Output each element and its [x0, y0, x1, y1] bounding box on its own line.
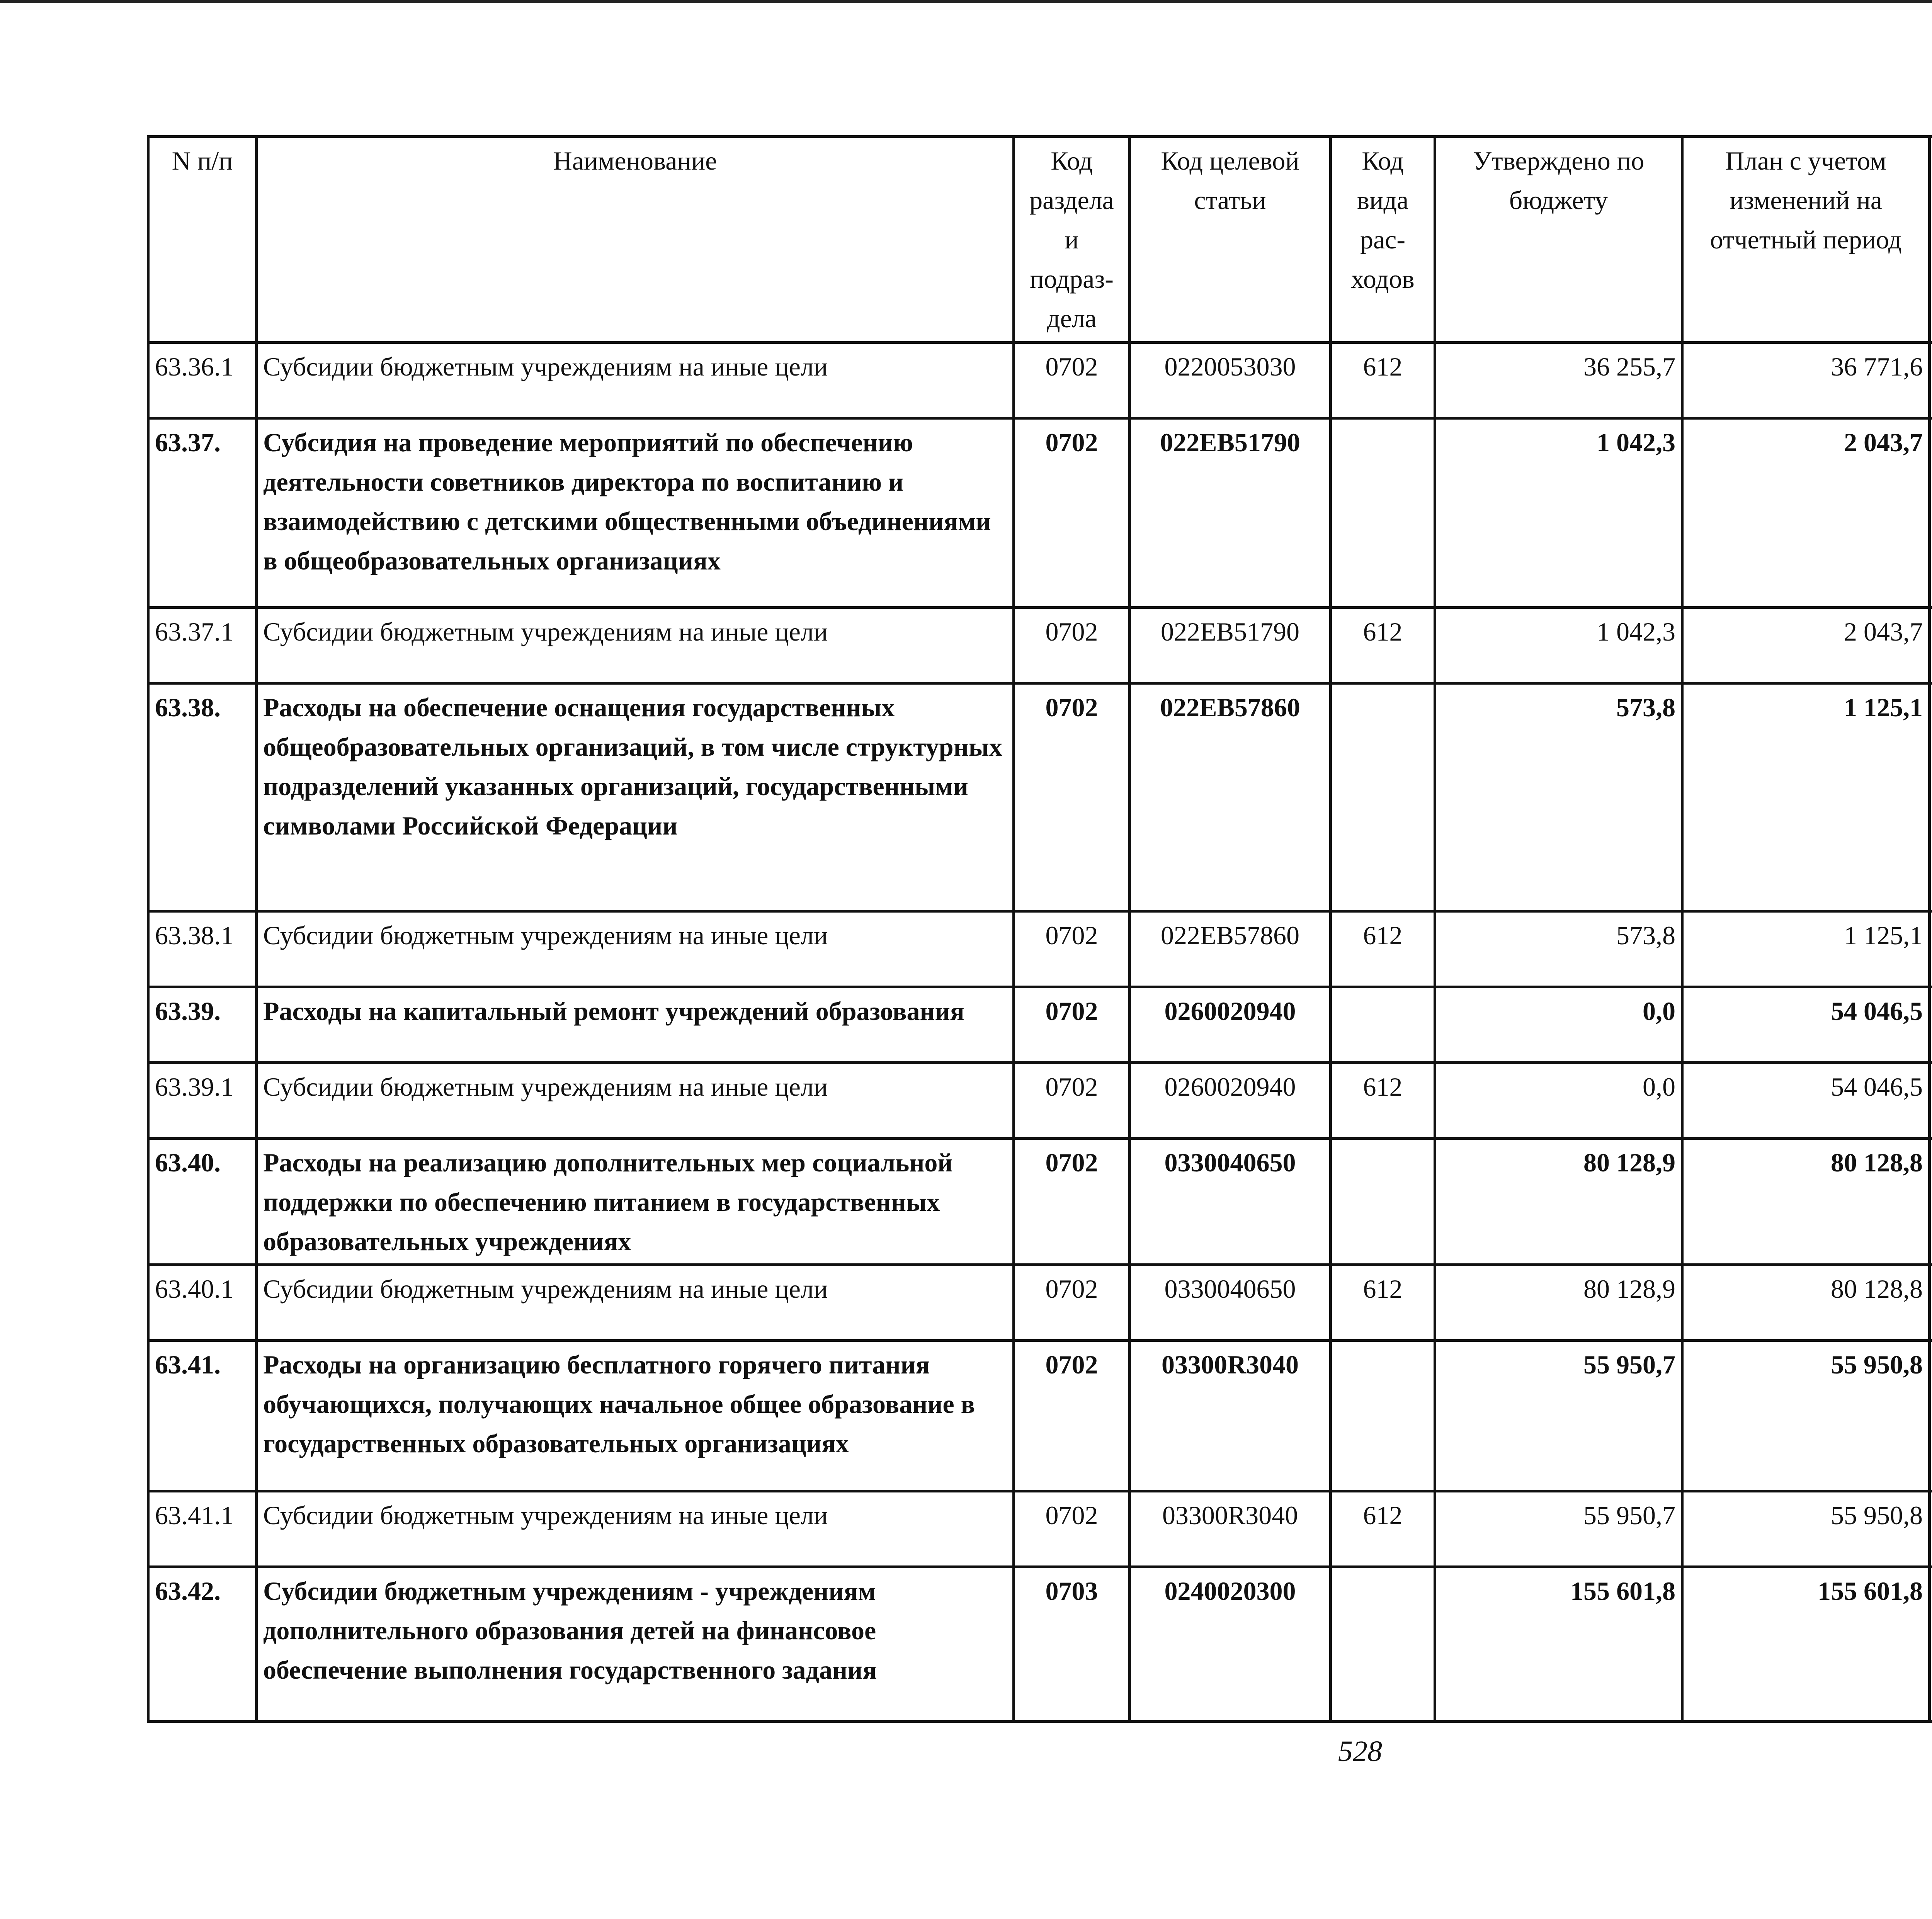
row-razdel: 0702 — [1014, 1491, 1130, 1567]
row-utverzhdeno: 55 950,7 — [1435, 1341, 1682, 1491]
row-utverzhdeno: 1 042,3 — [1435, 608, 1682, 683]
row-vid — [1331, 1567, 1435, 1722]
row-utverzhdeno: 155 601,8 — [1435, 1567, 1682, 1722]
row-razdel: 0702 — [1014, 608, 1130, 683]
row-razdel: 0702 — [1014, 987, 1130, 1063]
header-vid: Код вида рас-ходов — [1331, 137, 1435, 343]
row-ispolneno — [1930, 1139, 1932, 1265]
row-num: 63.40.1 — [148, 1265, 257, 1341]
row-razdel: 0702 — [1014, 1341, 1130, 1491]
row-plan: 1 125,1 — [1682, 911, 1930, 987]
row-utverzhdeno: 573,8 — [1435, 911, 1682, 987]
row-vid: 612 — [1331, 1491, 1435, 1567]
row-num: 63.38.1 — [148, 911, 257, 987]
row-vid — [1331, 1139, 1435, 1265]
row-ispolneno — [1930, 1265, 1932, 1341]
row-razdel: 0703 — [1014, 1567, 1130, 1722]
row-num: 63.39. — [148, 987, 257, 1063]
row-num: 63.37. — [148, 418, 257, 608]
row-ispolneno — [1930, 418, 1932, 608]
table-row — [148, 1567, 1932, 1722]
row-name: Субсидии бюджетным учреждениям на иные цели — [257, 1265, 1014, 1341]
row-razdel: 0702 — [1014, 418, 1130, 608]
row-num: 63.40. — [148, 1139, 257, 1265]
row-plan: 80 128,8 — [1682, 1265, 1930, 1341]
header-row-1 — [148, 137, 1932, 184]
row-utverzhdeno: 80 128,9 — [1435, 1265, 1682, 1341]
row-plan: 55 950,8 — [1682, 1491, 1930, 1567]
budget-execution-table — [147, 135, 1932, 1723]
table-row — [148, 911, 1932, 987]
row-ispolneno — [1930, 1063, 1932, 1139]
row-razdel: 0702 — [1014, 1139, 1130, 1265]
table-row — [148, 418, 1932, 608]
row-plan: 2 043,7 — [1682, 418, 1930, 608]
row-name: Расходы на обеспечение оснащения государственных общеобразовательных организаций, в том числе структурных подразделений указанных организаций, государственными символами Российской Федерации — [257, 683, 1014, 911]
header-plan: План с учетом изменений на отчетный период — [1682, 137, 1930, 343]
row-name: Субсидия на проведение мероприятий по обеспечению деятельности советников директора по воспитанию и взаимодействию с детскими общественными объединениями в общеобразовательных организациях — [257, 418, 1014, 608]
row-ispolneno — [1930, 1491, 1932, 1567]
row-razdel: 0702 — [1014, 1063, 1130, 1139]
row-vid — [1331, 683, 1435, 911]
row-utverzhdeno: 0,0 — [1435, 1063, 1682, 1139]
row-name: Субсидии бюджетным учреждениям на иные цели — [257, 911, 1014, 987]
row-razdel: 0702 — [1014, 343, 1130, 418]
row-num: 63.41. — [148, 1341, 257, 1491]
row-plan: 54 046,5 — [1682, 1063, 1930, 1139]
row-ispolneno — [1930, 608, 1932, 683]
row-num: 63.36.1 — [148, 343, 257, 418]
row-utverzhdeno: 1 042,3 — [1435, 418, 1682, 608]
row-plan: 36 771,6 — [1682, 343, 1930, 418]
row-ispolneno — [1930, 683, 1932, 911]
header-ispolneno — [1930, 137, 1932, 343]
row-plan: 54 046,5 — [1682, 987, 1930, 1063]
row-name: Субсидии бюджетным учреждениям на иные цели — [257, 1491, 1014, 1567]
row-vid — [1331, 418, 1435, 608]
row-celevaya: 022EB57860 — [1130, 683, 1331, 911]
table-row — [148, 608, 1932, 683]
row-celevaya: 03300R3040 — [1130, 1341, 1331, 1491]
row-celevaya: 03300R3040 — [1130, 1491, 1331, 1567]
row-utverzhdeno: 36 255,7 — [1435, 343, 1682, 418]
row-vid: 612 — [1331, 1063, 1435, 1139]
row-razdel: 0702 — [1014, 911, 1130, 987]
header-name: Наименование — [257, 137, 1014, 343]
row-celevaya: 022EB51790 — [1130, 418, 1331, 608]
header-utverzhdeno: Утверждено по бюджету — [1435, 137, 1682, 343]
row-celevaya: 022EB51790 — [1130, 608, 1331, 683]
row-plan: 155 601,8 — [1682, 1567, 1930, 1722]
row-plan: 80 128,8 — [1682, 1139, 1930, 1265]
row-celevaya: 0240020300 — [1130, 1567, 1331, 1722]
row-celevaya: 0260020940 — [1130, 987, 1331, 1063]
row-name: Субсидии бюджетным учреждениям на иные цели — [257, 343, 1014, 418]
row-vid: 612 — [1331, 608, 1435, 683]
row-name: Расходы на капитальный ремонт учреждений образования — [257, 987, 1014, 1063]
row-celevaya: 0330040650 — [1130, 1265, 1331, 1341]
row-celevaya: 0330040650 — [1130, 1139, 1331, 1265]
row-num: 63.41.1 — [148, 1491, 257, 1567]
row-razdel: 0702 — [1014, 683, 1130, 911]
row-num: 63.42. — [148, 1567, 257, 1722]
row-plan: 55 950,8 — [1682, 1341, 1930, 1491]
row-utverzhdeno: 80 128,9 — [1435, 1139, 1682, 1265]
row-ispolneno — [1930, 911, 1932, 987]
row-ispolneno — [1930, 1567, 1932, 1722]
table-row — [148, 683, 1932, 911]
table-row — [148, 1265, 1932, 1341]
scan-top-border — [0, 0, 1932, 3]
table-row — [148, 343, 1932, 418]
row-vid — [1331, 1341, 1435, 1491]
row-razdel: 0702 — [1014, 1265, 1130, 1341]
header-num: N п/п — [148, 137, 257, 343]
table-row — [148, 1063, 1932, 1139]
row-vid: 612 — [1331, 911, 1435, 987]
table-row — [148, 1491, 1932, 1567]
row-ispolneno — [1930, 343, 1932, 418]
page-number: 528 — [1338, 1735, 1382, 1768]
budget-table-container — [147, 135, 1932, 1723]
row-vid: 612 — [1331, 343, 1435, 418]
row-utverzhdeno: 0,0 — [1435, 987, 1682, 1063]
row-name: Субсидии бюджетным учреждениям на иные цели — [257, 608, 1014, 683]
header-celevaya: Код целевой статьи — [1130, 137, 1331, 343]
row-celevaya: 0260020940 — [1130, 1063, 1331, 1139]
row-name: Субсидии бюджетным учреждениям на иные цели — [257, 1063, 1014, 1139]
row-num: 63.39.1 — [148, 1063, 257, 1139]
row-ispolneno — [1930, 987, 1932, 1063]
table-row — [148, 1139, 1932, 1265]
row-vid — [1331, 987, 1435, 1063]
row-name: Субсидии бюджетным учреждениям - учреждениям дополнительного образования детей на финансовое обеспечение выполнения государственного задания — [257, 1567, 1014, 1722]
row-utverzhdeno: 55 950,7 — [1435, 1491, 1682, 1567]
row-utverzhdeno: 573,8 — [1435, 683, 1682, 911]
row-celevaya: 022EB57860 — [1130, 911, 1331, 987]
row-num: 63.37.1 — [148, 608, 257, 683]
row-celevaya: 0220053030 — [1130, 343, 1331, 418]
row-vid: 612 — [1331, 1265, 1435, 1341]
header-razdel: Код раздела и подраз-дела — [1014, 137, 1130, 343]
table-row — [148, 1341, 1932, 1491]
row-num: 63.38. — [148, 683, 257, 911]
table-row — [148, 987, 1932, 1063]
row-plan: 1 125,1 — [1682, 683, 1930, 911]
row-name: Расходы на организацию бесплатного горячего питания обучающихся, получающих начальное общее образование в государственных образовательных организациях — [257, 1341, 1014, 1491]
row-ispolneno — [1930, 1341, 1932, 1491]
row-name: Расходы на реализацию дополнительных мер социальной поддержки по обеспечению питанием в государственных образовательных учреждениях — [257, 1139, 1014, 1265]
row-plan: 2 043,7 — [1682, 608, 1930, 683]
